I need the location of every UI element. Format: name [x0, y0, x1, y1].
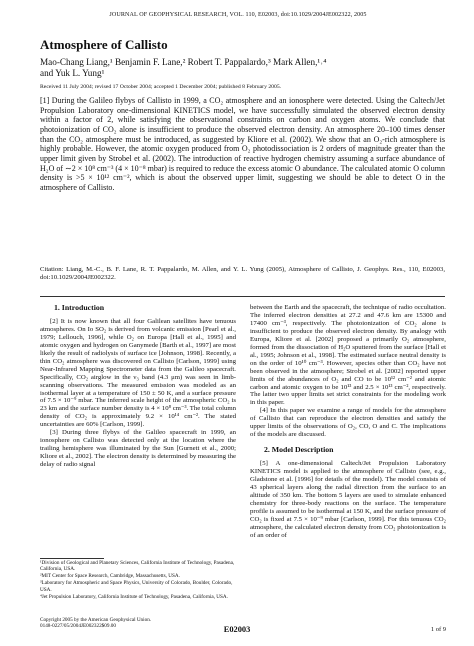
page-number: 1 of 9: [430, 626, 446, 633]
footnote-divider: [40, 558, 104, 559]
paragraph-2: [2] It is now known that all four Galilean satellites have tenuous atmospheres. On Io SO₂ is derived from volcanic emission [Pearl et al., 1979; Lellouch, 1996], while O₂ on Europa [Hall et al., 1995] and atomic oxygen and hydrogen on Ganymede [Barth et al., 1997] are most likely the result of radiolysis of surface ice [Johnson, 1998]. Recently, a thin CO₂ atmosphere was discovered on Callisto [Carlson, 1999] using Near-Infrared Mapping Spectrometer data from the Galileo spacecraft. Specifically, CO₂ airglow in the ν₃ band (4.3 μm) was seen in limb-scanning observations. The measured emission was modeled as an isothermal layer at a temperature of 150 ± 50 K, and a surface pressure of 7.5 × 10⁻⁹ mbar. The inferred scale height of the atmospheric CO₂ is 23 km and the surface number density is 4 × 10⁸ cm⁻³. The total column density of CO₂ is approximately 9.2 × 10¹⁴ cm⁻². The stated uncertainties are 60% [Carlson, 1999].: [40, 317, 236, 429]
copyright-line: Copyright 2005 by the American Geophysical Union.: [40, 617, 152, 623]
abstract: [1] During the Galileo flybys of Callisto in 1999, a CO₂ atmosphere and an ionosphere were detected. Using the Caltech/Jet Propulsion Laboratory one-dimensional KINETICS model, we have successfully simulated the observed electron density within a factor of 2, while satisfying the observational constraints on carbon and oxygen atoms. We conclude that photoionization of CO₂ alone is insufficient to produce the observed electron density. An atmosphere 20–100 times denser than the CO₂ atmosphere must be introduced, as suggested by Kliore et al. (2002). We show that an O₂-rich atmosphere is highly probable. However, the atomic oxygen produced from O₂ photodissociation is 2 orders of magnitude greater than the upper limit given by Strobel et al. (2002). The introduction of reactive hydrogen chemistry assuming a surface abundance of H₂O of ∼2 × 10⁸ cm⁻³ (4 × 10⁻⁸ mbar) is required to reduce the excess atomic O abundance. The calculated atomic O column density is >5 × 10¹² cm⁻², which is about the observed upper limit, suggesting we should be able to detect O in the atmosphere of Callisto.: [40, 96, 445, 192]
affiliation-footnotes: [40, 560, 236, 600]
journal-header: JOURNAL OF GEOPHYSICAL RESEARCH, VOL. 110, E02003, doi:10.1029/2004JE002322, 2005: [109, 12, 367, 18]
article-title: Atmosphere of Callisto: [40, 37, 168, 52]
received-dates: Received 11 July 2004; revised 17 October 2004; accepted 1 December 2004; published 8 February 2005.: [40, 84, 282, 90]
section-heading-model: 2. Model Description: [264, 445, 334, 455]
paragraph-3: [3] During three flybys of the Galileo spacecraft in 1999, an ionosphere on Callisto was detected only at the location where the trailing hemisphere was illuminated by the Sun [Gurnett et al., 2000; Kliore et al., 2002]. The electron density is determined by measuring the delay of radio signal: [40, 429, 236, 469]
left-column: [40, 304, 236, 469]
author-list: [40, 57, 440, 79]
footnote: ¹Division of Geological and Planetary Sciences, California Institute of Technology, Pasadena, California, USA.: [40, 560, 235, 573]
issn-line: 0148-0227/05/2004JE002322$09.00: [40, 623, 116, 630]
author-line-1: Mao-Chang Liang,¹ Benjamin F. Lane,² Robert T. Pappalardo,³ Mark Allen,¹˒⁴: [40, 57, 327, 67]
article-id: E02003: [223, 625, 251, 634]
paragraph-4: [4] In this paper we examine a range of models for the atmosphere of Callisto that can reproduce the electron densities and satisfy the upper limits of the observations of O₂, CO, O and C. The implications of the models are discussed.: [250, 407, 446, 439]
divider: [40, 296, 445, 297]
footnote: ³Laboratory for Atmospheric and Space Physics, University of Colorado, Boulder, Colorado, USA.: [40, 580, 233, 593]
author-line-2: and Yuk L. Yung¹: [40, 68, 105, 78]
citation: Citation: Liang, M.-C., B. F. Lane, R. T. Pappalardo, M. Allen, and Y. L. Yung (2005), Atmosphere of Callisto, J. Geophys. Res., 110, E02003, doi:10.1029/2004JE002322.: [40, 266, 445, 282]
section-heading-introduction: 1. Introduction: [54, 303, 105, 312]
paragraph-5: [5] A one-dimensional Caltech/Jet Propulsion Laboratory KINETICS model is applied to the atmosphere of Callisto (see, e.g., Gladstone et al. [1996] for details of the model). The model consists of 43 spherical layers along the radial direction from the surface to an altitude of 350 km. The bottom 5 layers are used to simulate enhanced chemistry for three-body reactions on the surface. The temperature profile is assumed to be isothermal at 150 K, and the surface pressure of CO₂ is fixed at 7.5 × 10⁻⁹ mbar [Carlson, 1999]. For this tenuous CO₂ atmosphere, the calculated electron density from CO₂ photoionization is of an order of: [250, 460, 446, 539]
paragraph-3-continued: between the Earth and the spacecraft, the technique of radio occultation. The inferred electron densities at 27.2 and 47.6 km are 15300 and 17400 cm⁻³, respectively. The photoionization of CO₂ alone is insufficient to produce the observed electron density. By analogy with Europa, Kliore et al. [2002] proposed a primarily O₂ atmosphere, formed from the dissociation of H₂O sputtered from the surface [Hall et al., 1995; Johnson et al., 1998]. The estimated surface neutral density is on the order of 10¹⁰ cm⁻³. However, species other than CO₂ have not been observed in the atmosphere; Strobel et al. [2002] reported upper limits of the abundances of O₂ and CO to be 10¹² cm⁻² and atomic carbon and atomic oxygen to be 10¹³ and 2.5 × 10¹³ cm⁻², respectively. The latter two upper limits set strict constraints for the modeling work in this paper.: [250, 304, 446, 407]
right-column: [250, 304, 446, 540]
footnote: ²MIT Center for Space Research, Cambridge, Massachusetts, USA.: [40, 573, 180, 580]
footnote: ⁴Jet Propulsion Laboratory, California Institute of Technology, Pasadena, California, USA.: [40, 593, 228, 600]
